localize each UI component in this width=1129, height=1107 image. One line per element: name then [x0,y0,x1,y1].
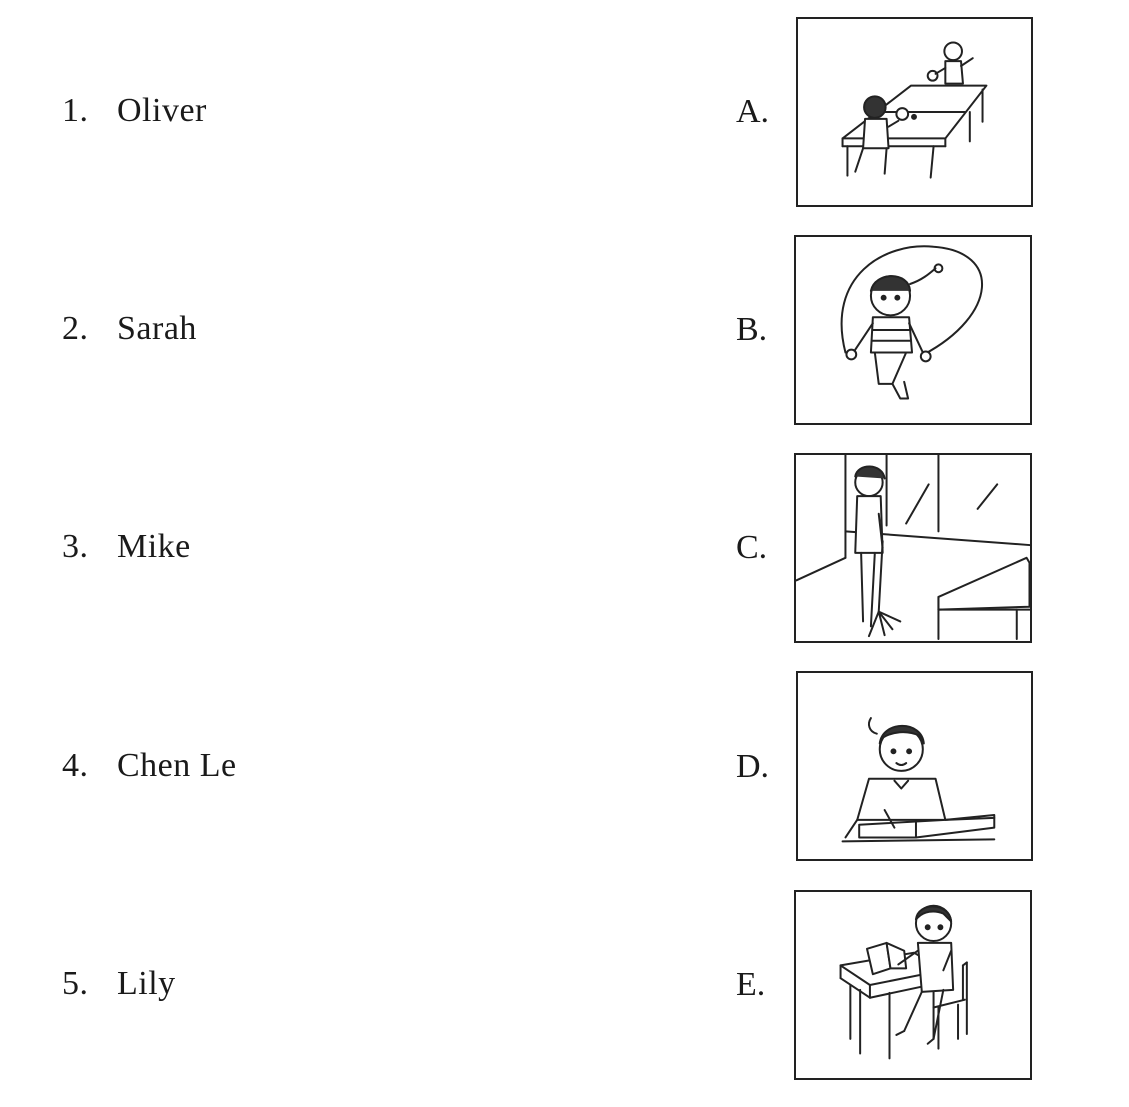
sweeping-floor-picture [794,453,1032,643]
boy-reading-picture [794,890,1032,1080]
girl-writing-picture [796,671,1033,861]
name-item-3 [62,528,191,566]
item-number: 5. [62,965,89,1002]
name-item-4 [62,747,237,785]
picture-letter-d: D. [736,748,770,785]
name-item-2 [62,310,197,348]
item-number: 4. [62,747,89,784]
picture-letter-b: B. [736,311,768,348]
item-name: Sarah [117,310,197,347]
item-number: 1. [62,92,89,129]
picture-letter-e: E. [736,966,766,1003]
item-name: Mike [117,528,191,565]
picture-letter-c: C. [736,529,768,566]
ping-pong-picture [796,17,1033,207]
item-number: 3. [62,528,89,565]
name-item-1 [62,92,207,130]
item-name: Chen Le [117,747,237,784]
item-name: Lily [117,965,176,1002]
item-name: Oliver [117,92,207,129]
jump-rope-picture [794,235,1032,425]
item-number: 2. [62,310,89,347]
name-item-5 [62,965,176,1003]
picture-letter-a: A. [736,93,770,130]
